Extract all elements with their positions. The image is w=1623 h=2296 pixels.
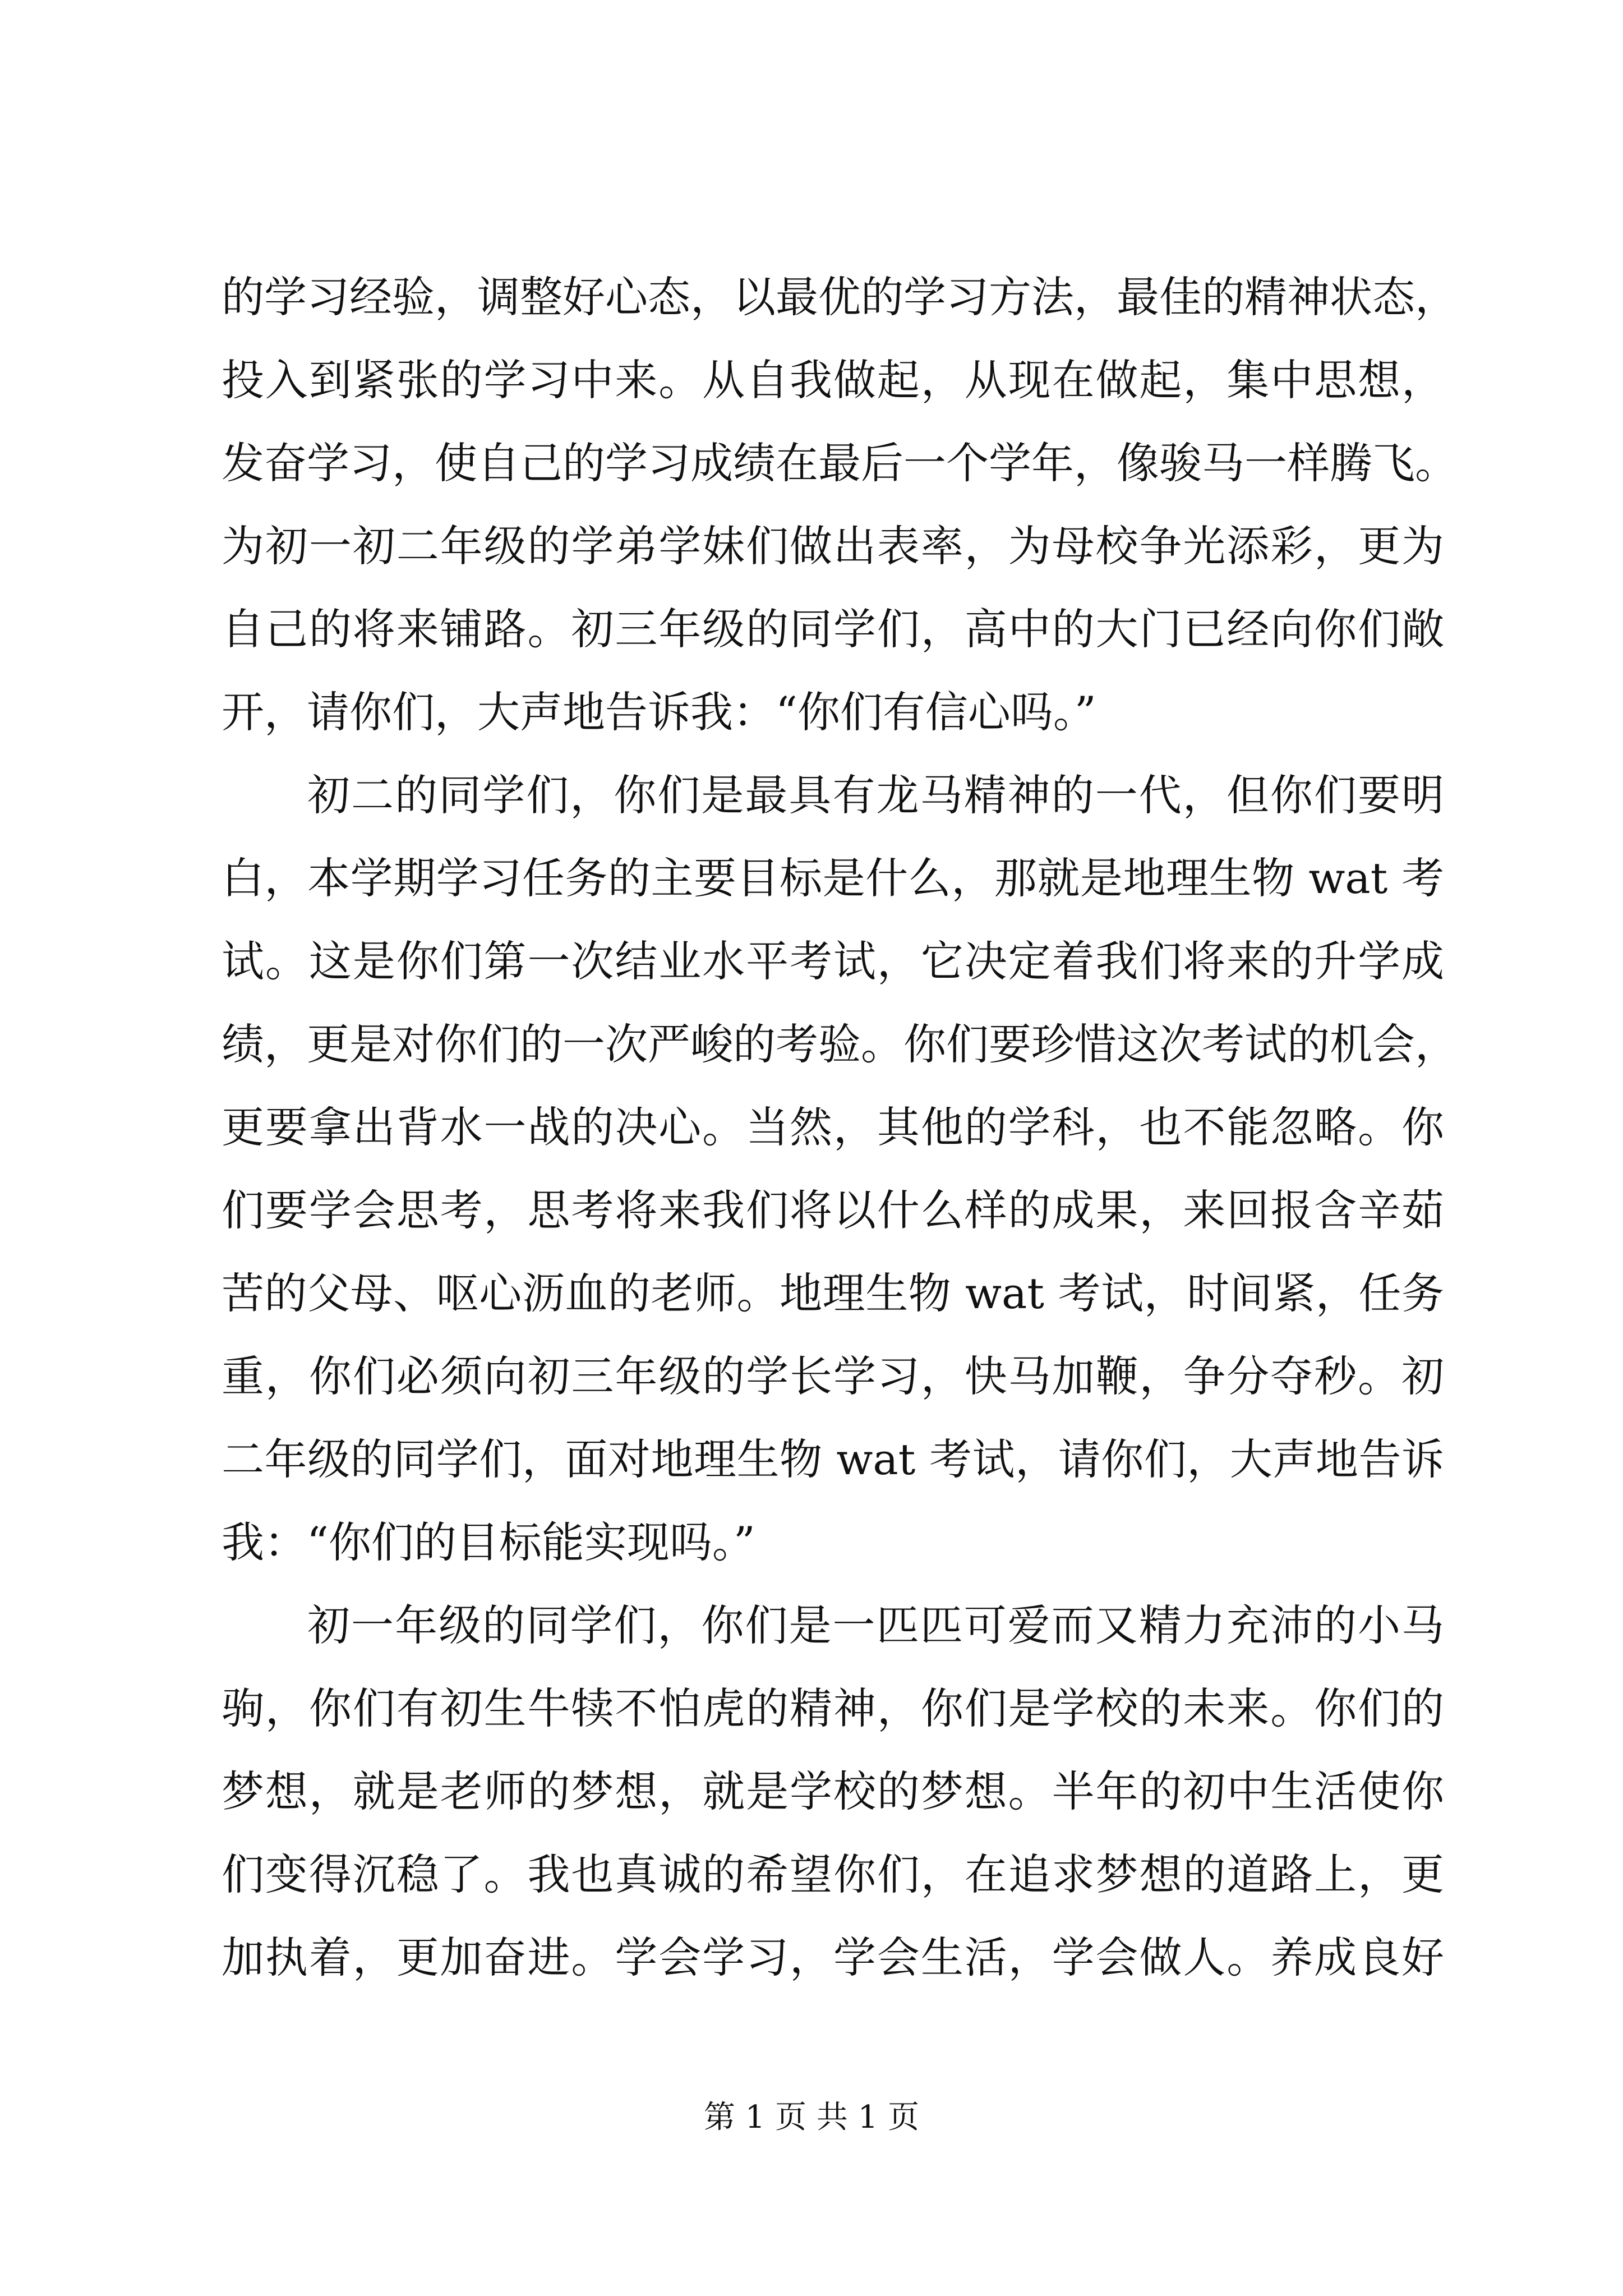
text-line-1: 的学习经验，调整好心态，以最优的学习方法，最佳的精神状态，: [222, 272, 1458, 322]
text-line-21: 加执着，更加奋进。学会学习，学会生活，学会做人。养成良好: [222, 1932, 1444, 1982]
text-line-16: 我：“你们的目标能实现吗。”: [222, 1517, 755, 1567]
text-line-12: 们要学会思考，思考将来我们将以什么样的成果，来回报含辛茹: [222, 1185, 1444, 1235]
text-line-17: 初一年级的同学们，你们是一匹匹可爱而又精力充沛的小马: [307, 1600, 1444, 1650]
text-line-9: 试。这是你们第一次结业水平考试，它决定着我们将来的升学成: [222, 936, 1444, 986]
text-line-2: 投入到紧张的学习中来。从自我做起，从现在做起，集中思想，: [222, 355, 1444, 405]
text-line-11: 更要拿出背水一战的决心。当然，其他的学科，也不能忽略。你: [222, 1102, 1444, 1152]
text-line-19: 梦想，就是老师的梦想，就是学校的梦想。半年的初中生活使你: [222, 1766, 1444, 1816]
text-line-8: 白，本学期学习任务的主要目标是什么，那就是地理生物 wat 考: [222, 853, 1444, 903]
text-line-15: 二年级的同学们，面对地理生物 wat 考试，请你们，大声地告诉: [222, 1434, 1444, 1484]
text-line-3: 发奋学习，使自己的学习成绩在最后一个学年，像骏马一样腾飞。: [222, 438, 1458, 488]
text-line-13: 苦的父母、呕心沥血的老师。地理生物 wat 考试，时间紧，任务: [222, 1268, 1444, 1318]
text-line-6: 开，请你们，大声地告诉我：“你们有信心吗。”: [222, 687, 1096, 737]
text-line-7: 初二的同学们，你们是最具有龙马精神的一代，但你们要明: [307, 770, 1444, 820]
text-line-4: 为初一初二年级的学弟学妹们做出表率，为母校争光添彩，更为: [222, 521, 1444, 571]
text-line-5: 自己的将来铺路。初三年级的同学们，高中的大门已经向你们敞: [222, 604, 1444, 654]
text-line-10: 绩，更是对你们的一次严峻的考验。你们要珍惜这次考试的机会，: [222, 1019, 1458, 1069]
text-line-20: 们变得沉稳了。我也真诚的希望你们，在追求梦想的道路上，更: [222, 1849, 1444, 1899]
text-line-14: 重，你们必须向初三年级的学长学习，快马加鞭，争分夺秒。初: [222, 1351, 1444, 1401]
text-line-18: 驹，你们有初生牛犊不怕虎的精神，你们是学校的未来。你们的: [222, 1683, 1444, 1733]
page-footer: 第 1 页 共 1 页: [703, 2099, 920, 2136]
